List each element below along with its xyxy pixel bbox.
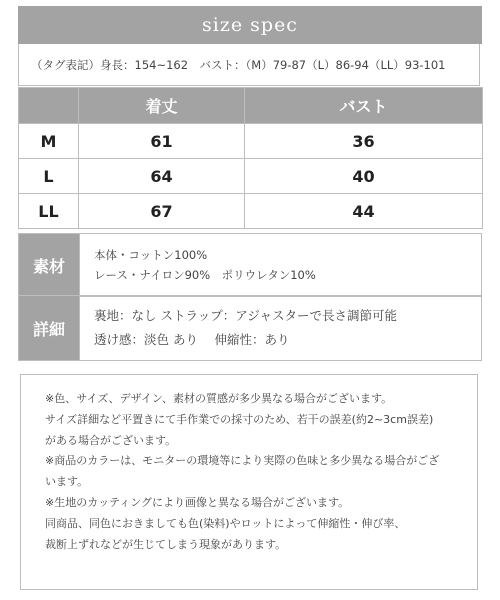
tag-label-line: （タグ表記）身長：154~162 バスト：（M）79-87（L）86-94（LL）93-101 [18, 44, 480, 86]
header-bust: バスト [245, 88, 483, 124]
size-label: L [19, 159, 79, 194]
material-section [18, 233, 482, 297]
details-section [18, 295, 482, 361]
details-line: 透け感：淡色 あり 伸縮性：あり [94, 332, 290, 347]
note-line: ※色、サイズ、デザイン、素材の質感が多少異なる場合がございます。 [45, 392, 393, 405]
notes-box [20, 374, 478, 590]
page-title: size spec [18, 6, 482, 44]
header-length: 着丈 [79, 88, 245, 124]
size-label: M [19, 124, 79, 159]
length-value: 61 [79, 124, 245, 159]
header-corner [19, 88, 79, 124]
details-label: 詳細 [19, 296, 80, 361]
length-value: 67 [79, 194, 245, 229]
material-content [80, 234, 482, 297]
size-table-header [19, 88, 483, 124]
bust-value: 36 [245, 124, 483, 159]
details-line: 裏地：なし ストラップ：アジャスターで長さ調節可能 [94, 308, 397, 323]
note-line: サイズ詳細など平置きにて手作業での採寸のため、若干の誤差(約2~3cm誤差) [45, 412, 434, 426]
table-row [19, 194, 483, 229]
note-line: います。 [45, 475, 89, 489]
details-content [80, 296, 482, 361]
bust-value: 44 [245, 194, 483, 229]
note-line: 裁断上ずれなどが生じてしまう現象があります。 [45, 537, 287, 551]
note-line: ※商品のカラーは、モニターの環境等により実際の色味と多少異なる場合がござ [45, 454, 440, 468]
size-spec-panel [18, 6, 482, 590]
bust-value: 40 [245, 159, 483, 194]
material-label: 素材 [19, 234, 80, 297]
note-line: 同商品、同色におきましても色(染料)やロットによって伸縮性・伸び率、 [45, 516, 406, 530]
material-line: 本体・コットン100% [94, 248, 208, 262]
note-line: がある場合がございます。 [45, 433, 177, 447]
size-table [18, 87, 483, 229]
table-row [19, 159, 483, 194]
material-line: レース・ナイロン90% ポリウレタン10% [94, 268, 316, 282]
table-row [19, 124, 483, 159]
note-line: ※生地のカッティングにより画像と異なる場合がございます。 [45, 495, 350, 509]
size-label: LL [19, 194, 79, 229]
length-value: 64 [79, 159, 245, 194]
